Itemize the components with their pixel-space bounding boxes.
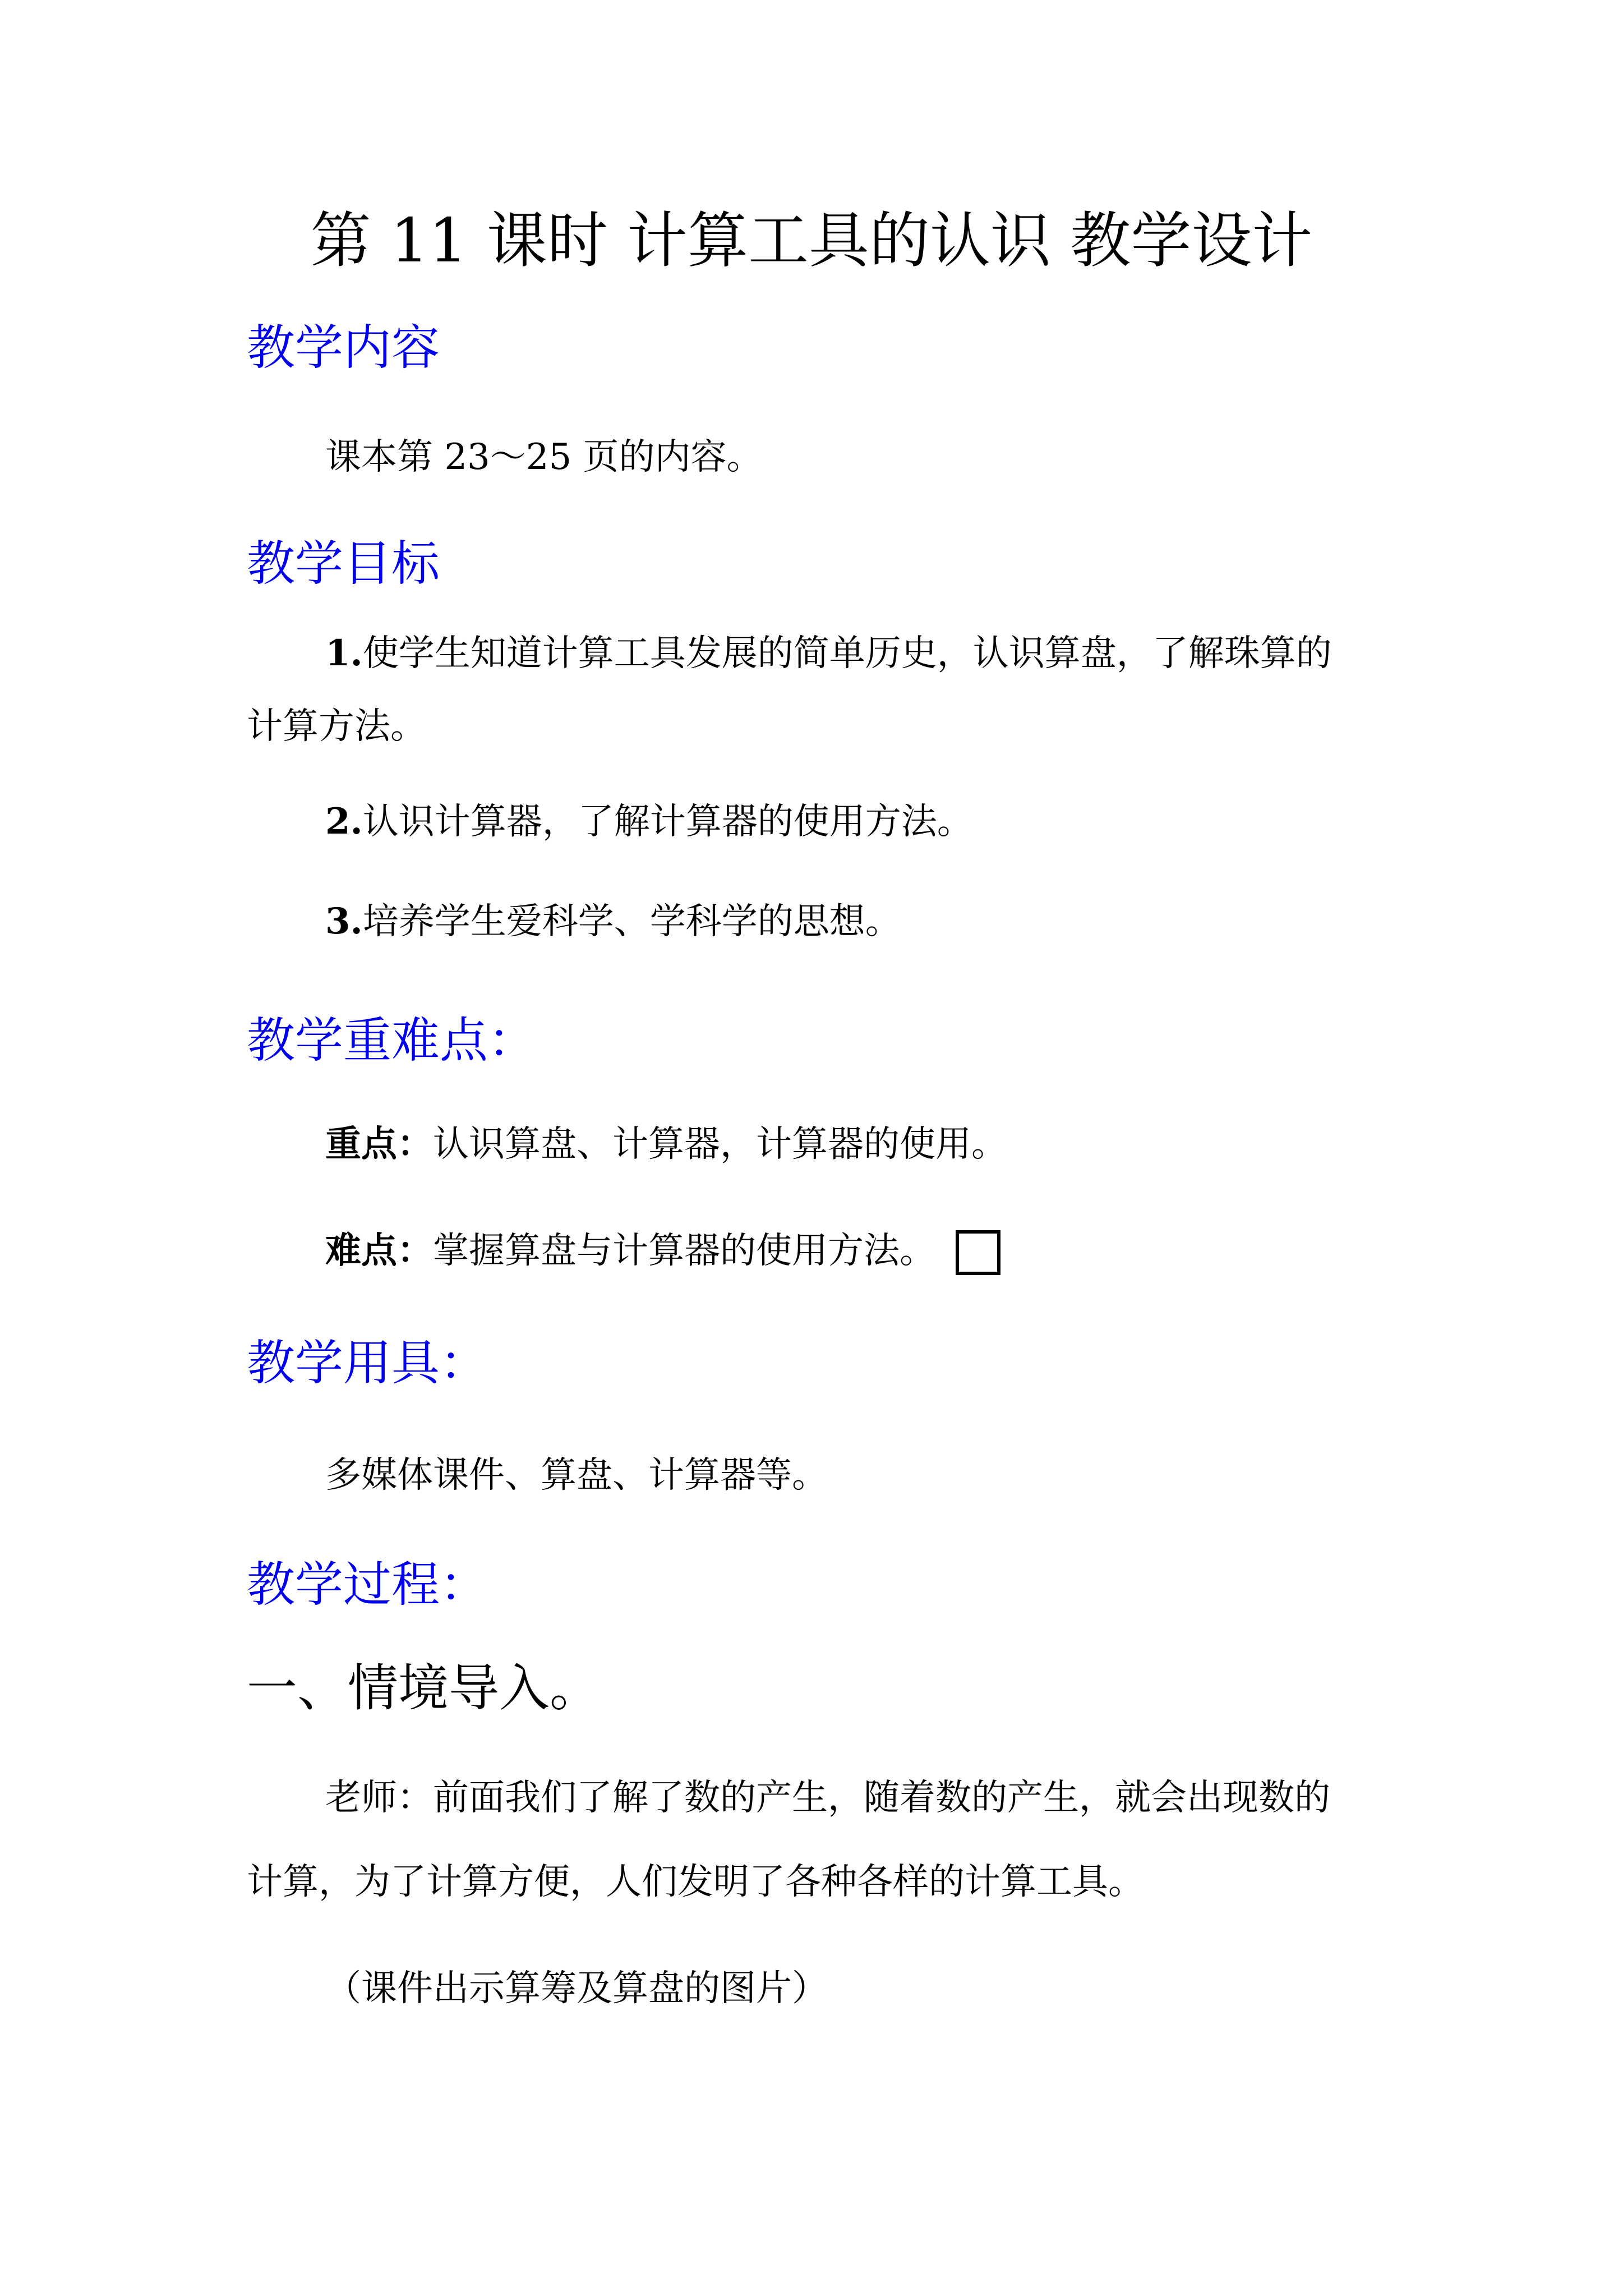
courseware-note: （课件出示算筹及算盘的图片） <box>325 1968 828 2009</box>
objective-number: 2. <box>325 800 363 843</box>
objective-item-3 <box>325 896 901 947</box>
heading-teaching-process: 教学过程： <box>247 1557 488 1613</box>
key-point <box>325 1119 1007 1170</box>
tools-text: 多媒体课件、算盘、计算器等。 <box>325 1455 828 1496</box>
key-point-text: 认识算盘、计算器，计算器的使用。 <box>433 1124 1007 1165</box>
objective-text: 使学生知道计算工具发展的简单历史，认识算盘，了解珠算的 <box>362 633 1332 674</box>
objective-item-2 <box>325 797 973 847</box>
objective-number: 1. <box>325 632 363 674</box>
objective-number: 3. <box>325 900 363 942</box>
objective-text: 认识计算器，了解计算器的使用方法。 <box>362 801 973 843</box>
difficult-point <box>325 1226 1000 1276</box>
objective-text: 培养学生爱科学、学科学的思想。 <box>362 901 901 942</box>
teacher-speech-continued: 计算，为了计算方便，人们发明了各种各样的计算工具。 <box>247 1861 1144 1903</box>
heading-teaching-objectives: 教学目标 <box>247 536 440 592</box>
heading-teaching-tools: 教学用具： <box>247 1335 488 1391</box>
heading-teaching-content: 教学内容 <box>247 320 440 376</box>
difficult-point-text: 掌握算盘与计算器的使用方法。 <box>433 1230 935 1272</box>
content-text: 课本第 23～25 页的内容。 <box>325 436 763 478</box>
difficult-point-label: 难点： <box>325 1230 433 1272</box>
objective-item-1-continued: 计算方法。 <box>247 706 426 747</box>
document-title: 第 11 课时 计算工具的认识 教学设计 <box>310 206 1313 276</box>
objective-item-1 <box>325 628 1332 679</box>
key-point-label: 重点： <box>325 1123 433 1165</box>
process-part-1-title: 一、情境导入。 <box>247 1659 600 1718</box>
heading-key-difficult-points: 教学重难点： <box>247 1013 536 1069</box>
checkbox-square[interactable] <box>956 1230 1000 1275</box>
teacher-speech: 老师：前面我们了解了数的产生，随着数的产生，就会出现数的 <box>325 1777 1330 1819</box>
